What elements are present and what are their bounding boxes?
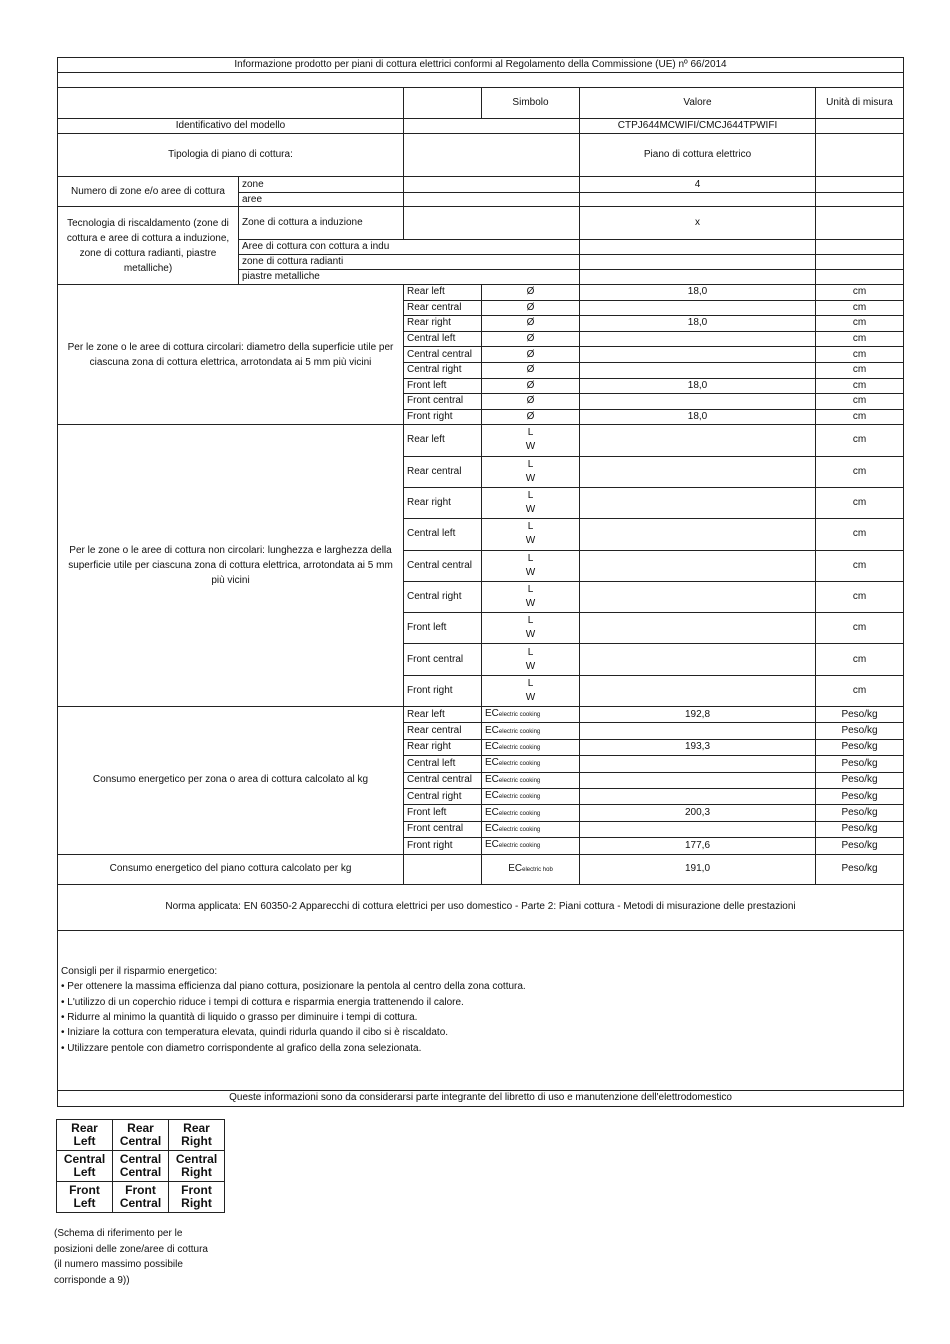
tech-sub-label: Zone di cottura a induzione (239, 207, 404, 240)
tip-item: • Utilizzare pentole con diametro corrispondente al grafico della zona selezionata. (61, 1042, 422, 1054)
length-width-symbol (482, 425, 580, 456)
unit-cell: cm (816, 613, 904, 644)
ec-main: EC (485, 822, 499, 834)
zone-position: Front central (404, 394, 482, 410)
grid-cell (57, 1182, 113, 1213)
width-symbol: W (525, 441, 536, 453)
empty-cell (580, 550, 816, 581)
length-width-symbol (482, 487, 580, 518)
length-width-symbol (482, 519, 580, 550)
diameter-value: 18,0 (580, 409, 816, 425)
unit-cell: cm (816, 644, 904, 675)
hob-total-value: 191,0 (580, 854, 816, 884)
zone-position: Central central (404, 550, 482, 581)
grid-cell (113, 1151, 169, 1182)
ec-sub: electric cooking (498, 810, 541, 817)
consumption-value (580, 772, 816, 788)
ec-sub: electric cooking (498, 712, 541, 719)
zone-position: Front central (404, 644, 482, 675)
grid-cell-top: Central (63, 1152, 106, 1166)
zone-position: Rear central (404, 456, 482, 487)
diameter-symbol: Ø (482, 394, 580, 410)
zone-position: Rear right (404, 487, 482, 518)
grid-cell-top: Central (119, 1152, 162, 1166)
grid-cell-bottom: Right (181, 1165, 212, 1179)
model-label: Identificativo del modello (58, 119, 404, 134)
empty-cell (816, 119, 904, 134)
length-symbol: L (527, 646, 534, 658)
type-label: Tipologia di piano di cottura: (58, 134, 404, 177)
document-title: Informazione prodotto per piani di cottura elettrici conformi al Regolamento della Commissione (UE) nº 66/2014 (58, 58, 904, 73)
unit-cell: cm (816, 331, 904, 347)
ec-main: EC (485, 740, 499, 752)
hob-total-label: Consumo energetico del piano cottura calcolato per kg (58, 854, 404, 884)
zone-position: Front right (404, 675, 482, 706)
ec-main: EC (485, 757, 499, 769)
unit-cell: cm (816, 456, 904, 487)
unit-cell: cm (816, 487, 904, 518)
tech-label: Tecnologia di riscaldamento (zone di cottura e aree di cottura a induzione, zone di cottura radianti, piastre metalliche) (58, 207, 239, 285)
header-empty (404, 88, 482, 119)
zone-position: Rear right (404, 316, 482, 332)
empty-cell (816, 240, 904, 255)
ec-symbol (482, 739, 580, 755)
tech-sub-label: Aree di cottura con cottura a indu (239, 240, 580, 255)
circular-row (58, 285, 904, 301)
length-width-symbol (482, 613, 580, 644)
width-symbol: W (525, 660, 536, 672)
length-symbol: L (527, 615, 534, 627)
empty-cell (816, 270, 904, 285)
zone-position: Rear left (404, 425, 482, 456)
tech-value (580, 255, 816, 270)
grid-cell-top: Rear (71, 1121, 98, 1135)
zone-position: Central central (404, 772, 482, 788)
unit-cell: cm (816, 550, 904, 581)
header-symbol: Simbolo (482, 88, 580, 119)
ec-main: EC (485, 806, 499, 818)
unit-cell: cm (816, 378, 904, 394)
ec-symbol (482, 821, 580, 837)
width-symbol: W (525, 566, 536, 578)
empty-cell (404, 134, 580, 177)
grid-cell-bottom: Left (73, 1165, 96, 1179)
diameter-value (580, 394, 816, 410)
diameter-value (580, 300, 816, 316)
tip-item: • L'utilizzo di un coperchio riduce i tempi di cottura e risparmia energia trattenendo il calore. (61, 996, 464, 1008)
zone-position-grid (56, 1119, 225, 1213)
diameter-symbol: Ø (482, 316, 580, 332)
grid-cell (169, 1182, 225, 1213)
empty-cell (580, 193, 816, 207)
grid-cell-bottom: Central (119, 1165, 162, 1179)
ec-symbol (482, 707, 580, 723)
diameter-symbol: Ø (482, 331, 580, 347)
diameter-value (580, 331, 816, 347)
footer-note: Queste informazioni sono da considerarsi parte integrante del libretto di uso e manutenzione dell'elettrodomestico (58, 1090, 904, 1106)
ec-main: EC (508, 862, 523, 874)
empty-cell (580, 487, 816, 518)
grid-cell (169, 1120, 225, 1151)
ec-hob-symbol (482, 854, 580, 884)
zone-position: Front left (404, 805, 482, 821)
empty-cell (816, 134, 904, 177)
diameter-value: 18,0 (580, 378, 816, 394)
grid-cell (57, 1120, 113, 1151)
length-symbol: L (527, 427, 534, 439)
width-symbol: W (525, 629, 536, 641)
ec-sub: electric cooking (498, 843, 541, 850)
zone-position: Central right (404, 788, 482, 804)
note-line: (il numero massimo possibile (54, 1259, 183, 1270)
ec-main: EC (485, 724, 499, 736)
grid-row (57, 1120, 225, 1151)
zones-value: 4 (580, 177, 816, 193)
ec-sub: electric cooking (498, 728, 541, 735)
zone-position: Rear left (404, 285, 482, 301)
applied-norm: Norma applicata: EN 60350-2 Apparecchi di cottura elettrici per uso domestico - Parte 2: Piani cottura - Metodi di misurazione delle prestazioni (58, 884, 904, 930)
grid-cell-top: Rear (183, 1121, 210, 1135)
consumption-row (58, 707, 904, 723)
unit-cell: cm (816, 425, 904, 456)
unit-cell: cm (816, 362, 904, 378)
length-symbol: L (527, 677, 534, 689)
ec-symbol (482, 838, 580, 854)
grid-cell (113, 1182, 169, 1213)
grid-cell-bottom: Central (119, 1196, 162, 1210)
header-unit: Unità di misura (816, 88, 904, 119)
zone-position: Central left (404, 519, 482, 550)
unit-cell: cm (816, 581, 904, 612)
unit-cell: cm (816, 394, 904, 410)
empty-cell (404, 193, 580, 207)
grid-row (57, 1151, 225, 1182)
zones-sub-label: zone (239, 177, 404, 193)
unit-cell: Peso/kg (816, 838, 904, 854)
unit-cell: cm (816, 519, 904, 550)
unit-cell: Peso/kg (816, 772, 904, 788)
diameter-symbol: Ø (482, 378, 580, 394)
diameter-value: 18,0 (580, 285, 816, 301)
ec-sub: electric hob (522, 866, 553, 873)
empty-cell (580, 675, 816, 706)
model-row (58, 119, 904, 134)
unit-cell: Peso/kg (816, 739, 904, 755)
noncircular-row (58, 425, 904, 456)
unit-cell: Peso/kg (816, 707, 904, 723)
empty-cell (404, 177, 580, 193)
grid-cell (169, 1151, 225, 1182)
empty-cell (580, 613, 816, 644)
diameter-symbol: Ø (482, 409, 580, 425)
empty-cell (580, 519, 816, 550)
length-width-symbol (482, 456, 580, 487)
zone-position: Central central (404, 347, 482, 363)
empty-cell (816, 177, 904, 193)
consumption-value: 177,6 (580, 838, 816, 854)
ec-main: EC (485, 839, 499, 851)
grid-cell-bottom: Right (181, 1196, 212, 1210)
energy-saving-tips (58, 930, 904, 1090)
footer-row (58, 1090, 904, 1106)
hob-total-row (58, 854, 904, 884)
empty-cell (580, 644, 816, 675)
length-symbol: L (527, 521, 534, 533)
spacer-cell (58, 73, 904, 88)
consumption-value (580, 821, 816, 837)
unit-cell: Peso/kg (816, 788, 904, 804)
diameter-value (580, 347, 816, 363)
grid-cell-top: Front (181, 1183, 212, 1197)
consumption-label: Consumo energetico per zona o area di cottura calcolato al kg (58, 707, 404, 855)
length-width-symbol (482, 581, 580, 612)
title-row (58, 58, 904, 73)
zone-position: Rear central (404, 723, 482, 739)
tech-value (580, 270, 816, 285)
ec-sub: electric cooking (498, 777, 541, 784)
circular-label: Per le zone o le aree di cottura circolari: diametro della superficie utile per ciascuna zona di cottura elettrica, arrotondata ai 5 mm più vicini (58, 285, 404, 425)
zones-label: Numero di zone e/o aree di cottura (58, 177, 239, 207)
length-symbol: L (527, 458, 534, 470)
zone-position: Front central (404, 821, 482, 837)
tech-sub-label: zone di cottura radianti (239, 255, 580, 270)
header-row (58, 88, 904, 119)
unit-cell: cm (816, 347, 904, 363)
unit-cell: cm (816, 675, 904, 706)
note-line: (Schema di riferimento per le (54, 1228, 183, 1239)
length-symbol: L (527, 490, 534, 502)
ec-sub: electric cooking (498, 794, 541, 801)
grid-cell-bottom: Left (73, 1134, 96, 1148)
ec-sub: electric cooking (498, 761, 541, 768)
empty-cell (816, 207, 904, 240)
type-value: Piano di cottura elettrico (580, 134, 816, 177)
unit-cell: cm (816, 316, 904, 332)
width-symbol: W (525, 535, 536, 547)
header-empty (58, 88, 404, 119)
type-row (58, 134, 904, 177)
diameter-symbol: Ø (482, 285, 580, 301)
zone-position: Rear left (404, 707, 482, 723)
empty-cell (404, 207, 580, 240)
grid-cell-top: Central (175, 1152, 218, 1166)
ec-main: EC (485, 773, 499, 785)
tech-row (58, 207, 904, 240)
width-symbol: W (525, 597, 536, 609)
areas-sub-label: aree (239, 193, 404, 207)
ec-symbol (482, 805, 580, 821)
zone-position: Rear right (404, 739, 482, 755)
zones-row (58, 177, 904, 193)
width-symbol: W (525, 691, 536, 703)
ec-symbol (482, 788, 580, 804)
unit-cell: cm (816, 285, 904, 301)
unit-cell: Peso/kg (816, 821, 904, 837)
diameter-value (580, 362, 816, 378)
grid-row (57, 1182, 225, 1213)
zone-position: Front right (404, 838, 482, 854)
unit-cell: Peso/kg (816, 805, 904, 821)
zone-position: Central right (404, 362, 482, 378)
ec-sub: electric cooking (498, 744, 541, 751)
empty-cell (816, 193, 904, 207)
zone-position: Front left (404, 378, 482, 394)
width-symbol: W (525, 472, 536, 484)
unit-cell: Peso/kg (816, 854, 904, 884)
product-info-table (57, 57, 904, 1107)
consumption-value: 200,3 (580, 805, 816, 821)
empty-cell (580, 456, 816, 487)
grid-cell-bottom: Left (73, 1196, 96, 1210)
grid-cell-top: Rear (127, 1121, 154, 1135)
grid-reference-note (54, 1226, 244, 1288)
consumption-value (580, 756, 816, 772)
empty-cell (404, 119, 580, 134)
consumption-value (580, 788, 816, 804)
ec-sub: electric cooking (498, 826, 541, 833)
tech-value: x (580, 207, 816, 240)
empty-cell (816, 255, 904, 270)
diameter-symbol: Ø (482, 300, 580, 316)
spacer-row (58, 73, 904, 88)
header-value: Valore (580, 88, 816, 119)
length-symbol: L (527, 583, 534, 595)
unit-cell: Peso/kg (816, 723, 904, 739)
grid-cell-bottom: Central (119, 1134, 162, 1148)
length-symbol: L (527, 552, 534, 564)
note-line: posizioni delle zone/aree di cottura (54, 1243, 208, 1255)
tips-title: Consigli per il risparmio energetico: (61, 966, 218, 978)
norm-row (58, 884, 904, 930)
tip-item: • Per ottenere la massima efficienza dal piano cottura, posizionare la pentola al centro della zona cottura. (61, 981, 526, 993)
length-width-symbol (482, 644, 580, 675)
grid-cell-bottom: Right (181, 1134, 212, 1148)
ec-main: EC (485, 790, 499, 802)
ec-symbol (482, 723, 580, 739)
grid-cell-top: Front (69, 1183, 100, 1197)
model-value: CTPJ644MCWIFI/CMCJ644TPWIFI (580, 119, 816, 134)
zone-position: Front right (404, 409, 482, 425)
grid-cell-top: Front (125, 1183, 156, 1197)
diameter-symbol: Ø (482, 362, 580, 378)
consumption-value: 193,3 (580, 739, 816, 755)
note-line: corrisponde a 9)) (54, 1274, 130, 1286)
length-width-symbol (482, 675, 580, 706)
empty-cell (580, 581, 816, 612)
consumption-value (580, 723, 816, 739)
ec-symbol (482, 772, 580, 788)
noncircular-label: Per le zone o le aree di cottura non circolari: lunghezza e larghezza della superficie utile per ciascuna zona di cottura elettrica, arrotondata ai 5 mm più vicini (58, 425, 404, 707)
length-width-symbol (482, 550, 580, 581)
zone-position: Rear central (404, 300, 482, 316)
tech-value (580, 240, 816, 255)
empty-cell (580, 425, 816, 456)
consumption-value: 192,8 (580, 707, 816, 723)
grid-cell (113, 1120, 169, 1151)
diameter-symbol: Ø (482, 347, 580, 363)
tip-item: • Ridurre al minimo la quantità di liquido o grasso per diminuire i tempi di cottura. (61, 1012, 418, 1024)
width-symbol: W (525, 504, 536, 516)
unit-cell: cm (816, 300, 904, 316)
diameter-value: 18,0 (580, 316, 816, 332)
tip-item: • Iniziare la cottura con temperatura elevata, quindi ridurla quando il cibo si è riscaldato. (61, 1027, 449, 1039)
zone-position: Central right (404, 581, 482, 612)
grid-cell (57, 1151, 113, 1182)
ec-main: EC (485, 708, 499, 720)
tips-row (58, 930, 904, 1090)
tech-sub-label: piastre metalliche (239, 270, 580, 285)
zone-position: Central left (404, 756, 482, 772)
unit-cell: cm (816, 409, 904, 425)
zone-position: Front left (404, 613, 482, 644)
ec-symbol (482, 756, 580, 772)
unit-cell: Peso/kg (816, 756, 904, 772)
empty-cell (404, 854, 482, 884)
zone-position: Central left (404, 331, 482, 347)
